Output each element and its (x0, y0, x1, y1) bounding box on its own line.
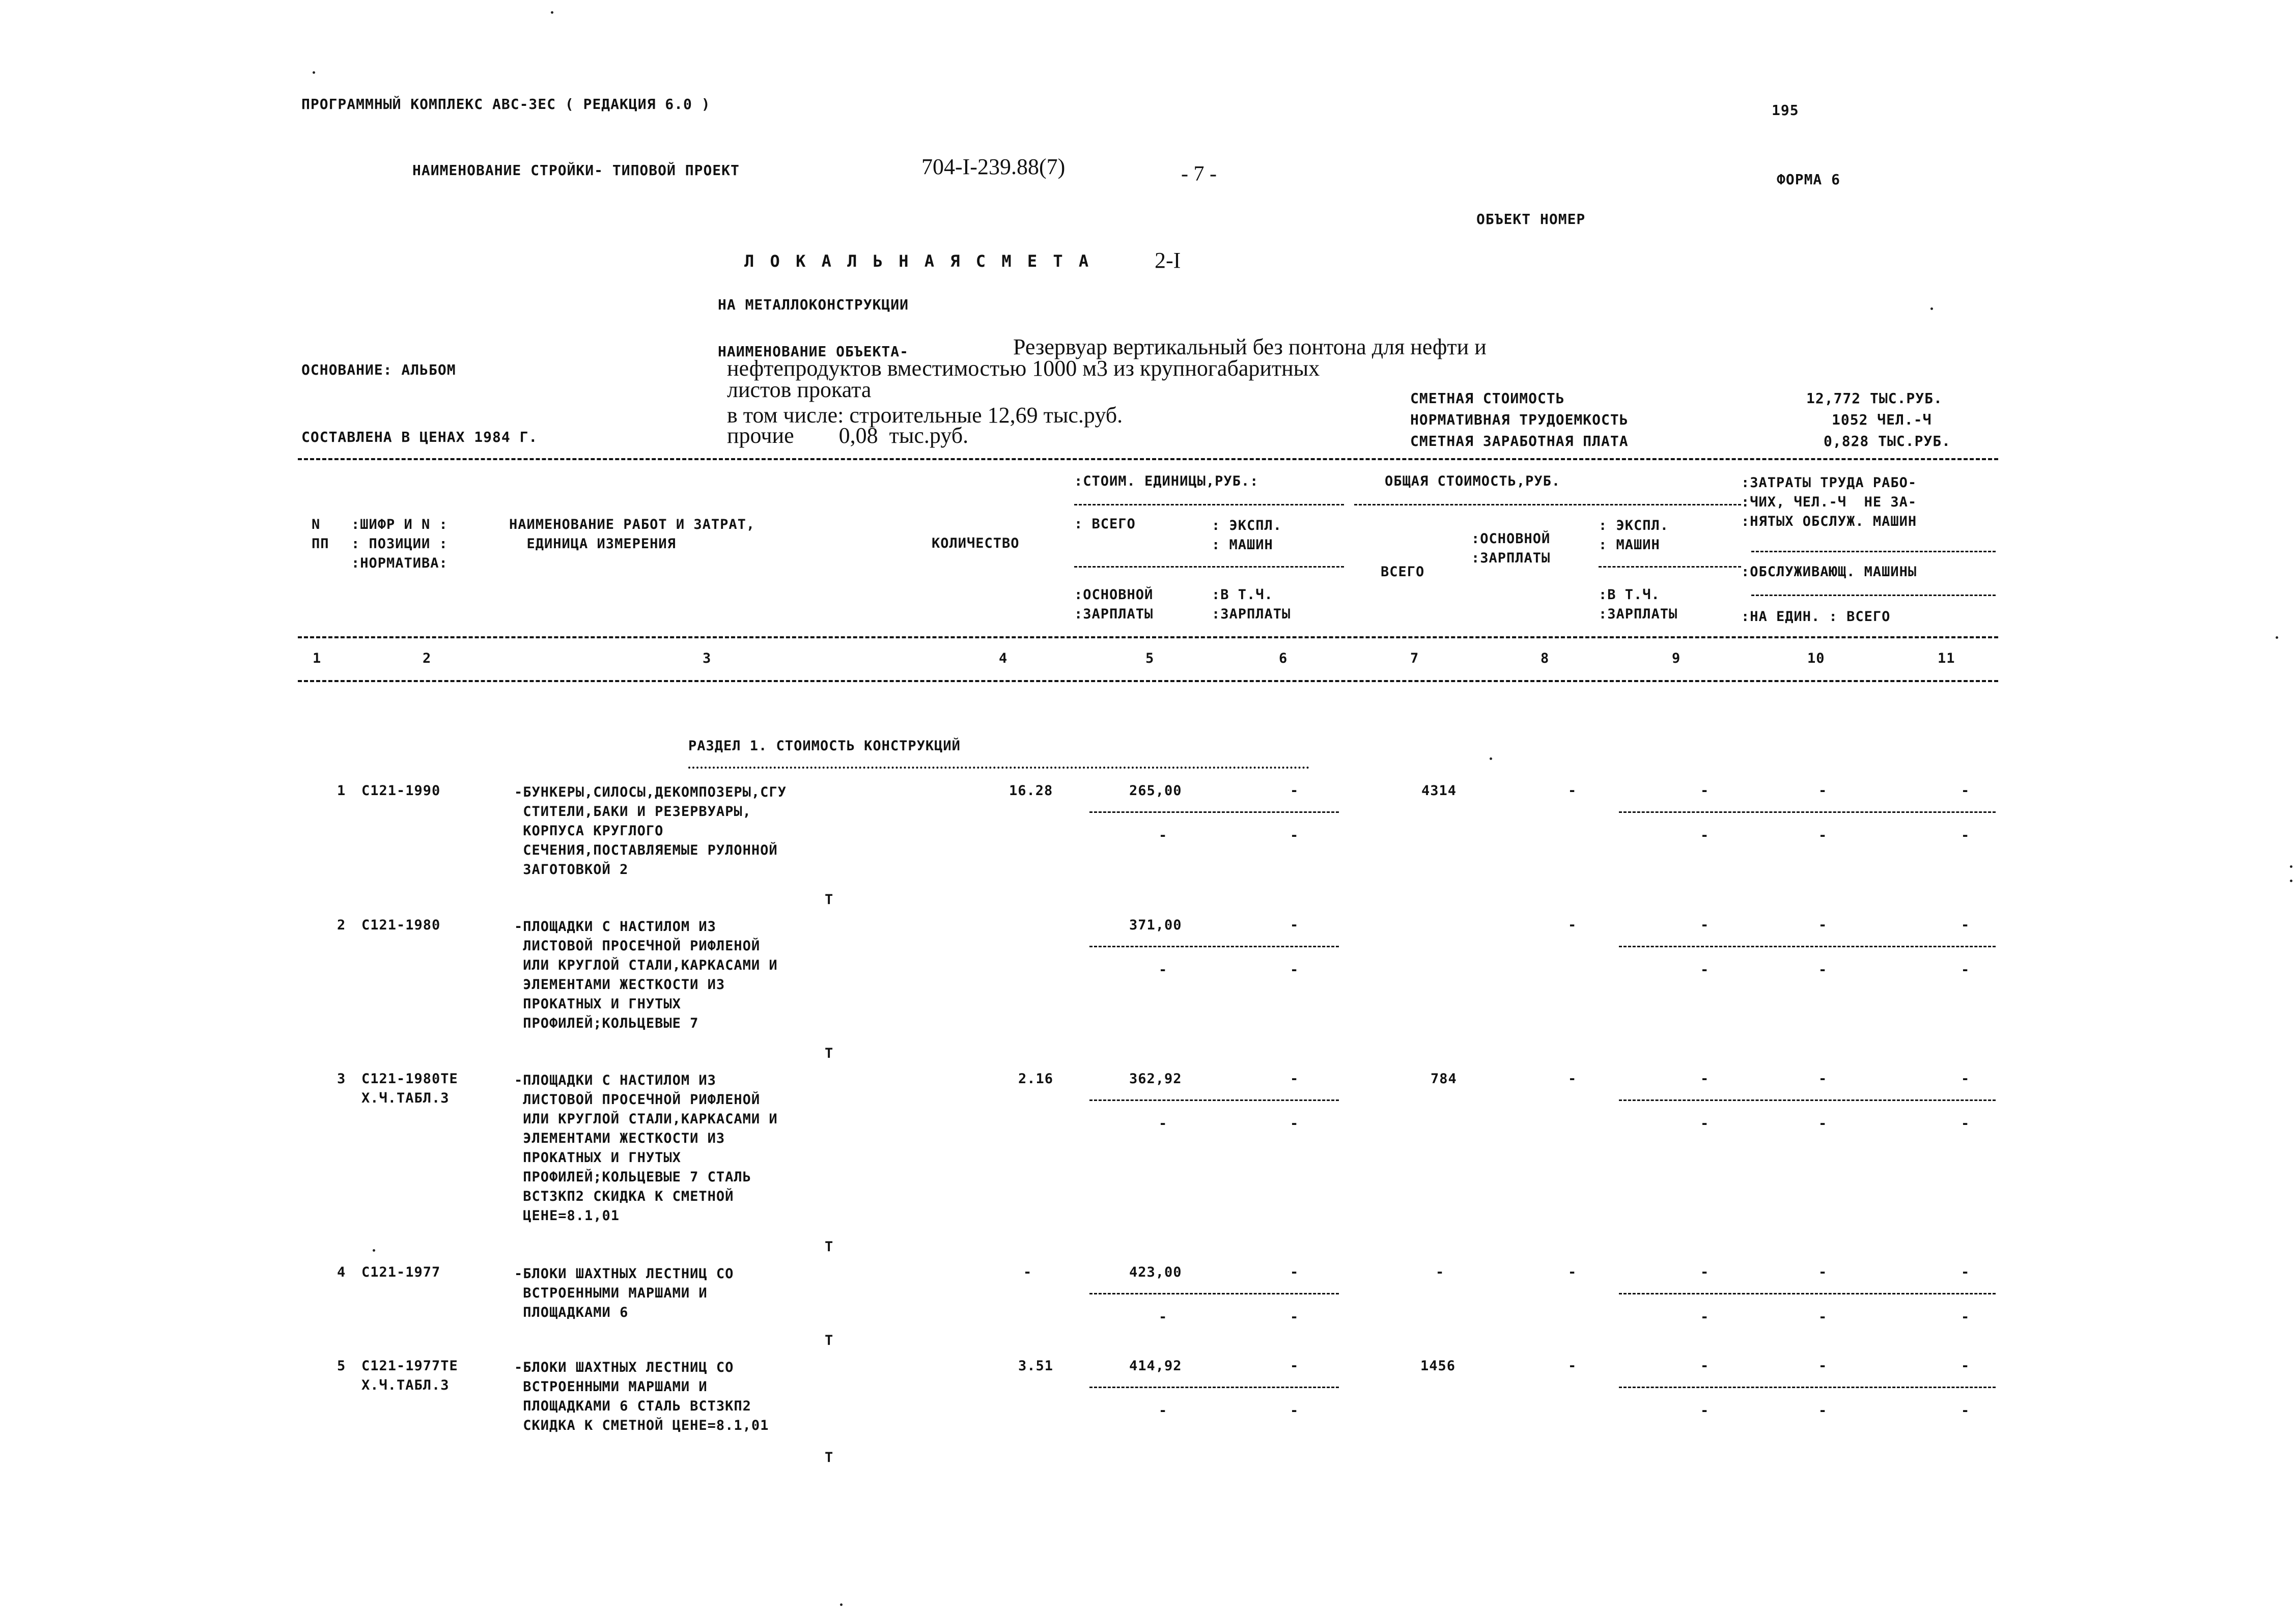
row-code-secondary: Х.Ч.ТАБЛ.3 (361, 1377, 450, 1393)
header-bottom-rule (298, 636, 1998, 638)
row-unit-cost: 265,00 (1129, 783, 1182, 799)
row-code: С121-1990 (361, 783, 441, 799)
col-header-unit-incl: :В Т.Ч. :ЗАРПЛАТЫ (1212, 587, 1291, 622)
row-number: 5 (337, 1358, 346, 1374)
row-divider (1089, 1293, 1339, 1294)
col-number-9: 9 (1672, 651, 1681, 666)
labor-divider (1751, 551, 1996, 552)
project-code: 704-I-239.88(7) (921, 154, 1066, 179)
row-code-secondary: Х.Ч.ТАБЛ.3 (361, 1090, 450, 1106)
col-header-labor-unit: :НА ЕДИН. : ВСЕГО (1741, 609, 1891, 625)
program-line: ПРОГРАММНЫЙ КОМПЛЕКС АВС-3ЕС ( РЕДАКЦИЯ 6.0 ) (301, 96, 711, 112)
document-number: 2-I (1155, 248, 1181, 273)
scan-speck (551, 11, 553, 14)
price-base: СОСТАВЛЕНА В ЦЕНАХ 1984 Г. (301, 429, 538, 445)
row-labor-sub-unit: - (1818, 1309, 1828, 1325)
summary-value-wage: 0,828 ТЫС.РУБ. (1824, 433, 1951, 449)
row-total-wage: - (1568, 1264, 1577, 1280)
row-incl-wage: - (1290, 1116, 1299, 1132)
row-wage: - (1159, 962, 1168, 978)
col-number-10: 10 (1807, 651, 1825, 666)
row-divider (1089, 946, 1339, 947)
row-labor-sub-total: - (1961, 1403, 1970, 1419)
row-total: 1456 (1420, 1358, 1456, 1374)
summary-label-labor: НОРМАТИВНАЯ ТРУДОЕМКОСТЬ (1410, 411, 1629, 428)
col-number-1: 1 (313, 651, 322, 666)
col-header-total-machines: : ЭКСПЛ. : МАШИН (1599, 518, 1669, 553)
document-title: Л О К А Л Ь Н А Я С М Е Т А (744, 251, 1092, 271)
row-quantity: 2.16 (1018, 1071, 1054, 1087)
total-machines-divider (1599, 566, 1741, 568)
scan-speck (2290, 880, 2292, 882)
row-unit-cost: 423,00 (1129, 1264, 1182, 1280)
row-description: -ПЛОЩАДКИ С НАСТИЛОМ ИЗ ЛИСТОВОЙ ПРОСЕЧНОЙ РИФЛЕНОЙ ИЛИ КРУГЛОЙ СТАЛИ,КАРКАСАМИ И ЭЛЕМЕНТАМИ ЖЕСТКОСТИ ИЗ ПРОКАТНЫХ И ГНУТЫХ ПРОФИЛЕЙ;КОЛЬЦЕВЫЕ 7 СТАЛЬ ВСТ3КП2 СКИДКА К СМЕТНОЙ ЦЕНЕ=8.1,01 (514, 1073, 778, 1224)
row-incl-wage: - (1290, 828, 1299, 843)
estimate-subject: НА МЕТАЛЛОКОНСТРУКЦИИ (718, 296, 909, 313)
row-total-wage: - (1568, 1358, 1577, 1374)
row-t-mark: Т (825, 1239, 834, 1255)
scan-speck (1930, 307, 1933, 310)
row-labor-sub-total: - (1961, 828, 1970, 843)
basis: ОСНОВАНИЕ: АЛЬБОМ (301, 361, 456, 378)
col-header-total-wage: :ОСНОВНОЙ :ЗАРПЛАТЫ (1471, 531, 1551, 566)
col-header-labor: :ЗАТРАТЫ ТРУДА РАБО- :ЧИХ, ЧЕЛ.-Ч НЕ ЗА- :НЯТЫХ ОБСЛУЖ. МАШИН (1741, 475, 1917, 529)
sheet-number: - 7 - (1181, 162, 1217, 186)
object-label: НАИМЕНОВАНИЕ ОБЪЕКТА- (718, 343, 909, 360)
row-incl-wage: - (1290, 1309, 1299, 1325)
row-description: -БЛОКИ ШАХТНЫХ ЛЕСТНИЦ СО ВСТРОЕННЫМИ МАРШАМИ И ПЛОЩАДКАМИ 6 (514, 1266, 734, 1320)
row-description: -БУНКЕРЫ,СИЛОСЫ,ДЕКОМПОЗЕРЫ,СГУ СТИТЕЛИ,БАКИ И РЕЗЕРВУАРЫ, КОРПУСА КРУГЛОГО СЕЧЕНИЯ,ПОСТАВЛЯЕМЫЕ РУЛОННОЙ ЗАГОТОВКОЙ 2 (514, 784, 787, 878)
total-cost-divider (1354, 504, 1741, 505)
col-number-5: 5 (1145, 651, 1155, 666)
row-labor-sub-unit: - (1818, 962, 1828, 978)
col-header-name: НАИМЕНОВАНИЕ РАБОТ И ЗАТРАТ, ЕДИНИЦА ИЗМЕРЕНИЯ (509, 517, 755, 552)
row-labor-sub-total: - (1961, 1116, 1970, 1132)
row-unit-machines: - (1290, 1264, 1299, 1280)
row-wage: - (1159, 828, 1168, 843)
numbers-bottom-rule (298, 680, 1998, 682)
col-header-total-cost: ОБЩАЯ СТОИМОСТЬ,РУБ. (1385, 473, 1561, 489)
object-name-line1: Резервуар вертикальный без понтона для нефти и (1013, 334, 1487, 359)
row-code: С121-1977ТЕ (361, 1358, 458, 1374)
scan-speck (313, 71, 315, 74)
row-labor-sub-unit: - (1818, 1403, 1828, 1419)
row-code: С121-1977 (361, 1264, 441, 1280)
table-top-rule (298, 458, 1998, 460)
unit-cost-subdivider (1074, 566, 1344, 568)
summary-value-labor: 1052 ЧЕЛ.-Ч (1832, 411, 1932, 428)
row-quantity: 16.28 (1009, 783, 1053, 799)
row-number: 2 (337, 917, 346, 933)
summary-value-cost: 12,772 ТЫС.РУБ. (1806, 390, 1943, 407)
summary-label-wage: СМЕТНАЯ ЗАРАБОТНАЯ ПЛАТА (1410, 433, 1629, 449)
object-name-line3: листов проката (727, 377, 872, 402)
section-title: РАЗДЕЛ 1. СТОИМОСТЬ КОНСТРУКЦИЙ (688, 738, 961, 754)
row-total: - (1436, 1264, 1445, 1280)
col-number-4: 4 (999, 651, 1008, 666)
row-t-mark: Т (825, 892, 834, 908)
row-description: -БЛОКИ ШАХТНЫХ ЛЕСТНИЦ СО ВСТРОЕННЫМИ МАРШАМИ И ПЛОЩАДКАМИ 6 СТАЛЬ ВСТ3КП2 СКИДКА К СМЕТНОЙ ЦЕНЕ=8.1,01 (514, 1360, 769, 1433)
col-header-number: N ПП (312, 517, 329, 552)
col-header-unit-wage: :ОСНОВНОЙ :ЗАРПЛАТЫ (1074, 587, 1154, 622)
row-wage: - (1159, 1309, 1168, 1325)
row-labor-unit: - (1818, 1264, 1828, 1280)
row-code: С121-1980ТЕ (361, 1071, 458, 1087)
row-number: 1 (337, 783, 346, 799)
row-unit-cost: 362,92 (1129, 1071, 1182, 1087)
col-header-labor-sub: :ОБСЛУЖИВАЮЩ. МАШИНЫ (1741, 564, 1917, 580)
row-wage: - (1159, 1403, 1168, 1419)
object-name-line2: нефтепродуктов вместимостью 1000 м3 из крупногабаритных (727, 356, 1320, 381)
row-divider (1619, 1099, 1996, 1101)
col-header-unit-cost: :СТОИМ. ЕДИНИЦЫ,РУБ.: (1074, 473, 1259, 489)
row-total-incl: - (1700, 1403, 1710, 1419)
labor-subdivider (1751, 595, 1996, 596)
col-number-8: 8 (1541, 651, 1550, 666)
col-number-2: 2 (423, 651, 432, 666)
scan-speck (2276, 636, 2278, 639)
row-labor-sub-unit: - (1818, 828, 1828, 843)
row-divider (1619, 1387, 1996, 1388)
row-labor-total: - (1961, 1264, 1970, 1280)
row-labor-total: - (1961, 917, 1970, 933)
row-t-mark: Т (825, 1450, 834, 1465)
row-number: 3 (337, 1071, 346, 1087)
row-code: С121-1980 (361, 917, 441, 933)
row-total-machines: - (1700, 1264, 1710, 1280)
row-t-mark: Т (825, 1333, 834, 1348)
row-total-machines: - (1700, 917, 1710, 933)
row-unit-machines: - (1290, 917, 1299, 933)
section-underline (688, 767, 1309, 769)
row-total-incl: - (1700, 962, 1710, 978)
page-number: 195 (1772, 102, 1799, 119)
row-labor-sub-unit: - (1818, 1116, 1828, 1132)
cost-breakdown-construction: в том числе: строительные 12,69 тыс.руб. (727, 403, 1123, 428)
row-number: 4 (337, 1264, 346, 1280)
row-description: -ПЛОЩАДКИ С НАСТИЛОМ ИЗ ЛИСТОВОЙ ПРОСЕЧНОЙ РИФЛЕНОЙ ИЛИ КРУГЛОЙ СТАЛИ,КАРКАСАМИ И ЭЛЕМЕНТАМИ ЖЕСТКОСТИ ИЗ ПРОКАТНЫХ И ГНУТЫХ ПРОФИЛЕЙ;КОЛЬЦЕВЫЕ 7 (514, 919, 778, 1031)
row-total-machines: - (1700, 1358, 1710, 1374)
row-divider (1619, 946, 1996, 947)
row-total-incl: - (1700, 828, 1710, 843)
col-header-total-all: ВСЕГО (1381, 564, 1425, 580)
object-number: ОБЪЕКТ НОМЕР (1476, 211, 1586, 228)
col-number-3: 3 (703, 651, 712, 666)
row-quantity: 3.51 (1018, 1358, 1054, 1374)
col-header-total-incl: :В Т.Ч. :ЗАРПЛАТЫ (1599, 587, 1678, 622)
row-divider (1619, 811, 1996, 813)
scan-speck (373, 1249, 375, 1252)
col-header-code: :ШИФР И N : : ПОЗИЦИИ : :НОРМАТИВА: (351, 517, 448, 571)
col-header-unit-machines: : ЭКСПЛ. : МАШИН (1212, 518, 1282, 553)
row-total: 4314 (1421, 783, 1457, 799)
row-divider (1089, 1099, 1339, 1101)
row-unit-cost: 371,00 (1129, 917, 1182, 933)
row-labor-total: - (1961, 783, 1970, 799)
row-divider (1089, 811, 1339, 813)
row-labor-sub-total: - (1961, 962, 1970, 978)
row-labor-total: - (1961, 1358, 1970, 1374)
row-quantity: - (1023, 1264, 1032, 1280)
construction-label: НАИМЕНОВАНИЕ СТРОЙКИ- ТИПОВОЙ ПРОЕКТ (412, 162, 740, 179)
row-incl-wage: - (1290, 962, 1299, 978)
row-labor-unit: - (1818, 1358, 1828, 1374)
scan-speck (2290, 865, 2292, 868)
row-labor-unit: - (1818, 783, 1828, 799)
row-total-wage: - (1568, 917, 1577, 933)
row-unit-machines: - (1290, 1358, 1299, 1374)
row-divider (1089, 1387, 1339, 1388)
col-number-7: 7 (1410, 651, 1419, 666)
col-number-11: 11 (1938, 651, 1955, 666)
row-labor-sub-total: - (1961, 1309, 1970, 1325)
row-unit-cost: 414,92 (1129, 1358, 1182, 1374)
form-number: ФОРМА 6 (1777, 171, 1841, 188)
col-header-quantity: КОЛИЧЕСТВО (932, 535, 1020, 551)
row-divider (1619, 1293, 1996, 1294)
row-labor-unit: - (1818, 1071, 1828, 1087)
scan-speck (1490, 757, 1492, 760)
summary-label-cost: СМЕТНАЯ СТОИМОСТЬ (1410, 390, 1565, 407)
row-total-incl: - (1700, 1116, 1710, 1132)
cost-breakdown-other: прочие 0,08 тыс.руб. (727, 423, 969, 448)
row-incl-wage: - (1290, 1403, 1299, 1419)
row-unit-machines: - (1290, 783, 1299, 799)
row-labor-total: - (1961, 1071, 1970, 1087)
row-total: 784 (1431, 1071, 1457, 1087)
row-total-wage: - (1568, 1071, 1577, 1087)
row-total-incl: - (1700, 1309, 1710, 1325)
row-total-machines: - (1700, 783, 1710, 799)
row-unit-machines: - (1290, 1071, 1299, 1087)
row-wage: - (1159, 1116, 1168, 1132)
row-t-mark: Т (825, 1046, 834, 1061)
scan-speck (840, 1603, 843, 1606)
unit-cost-divider (1074, 504, 1344, 505)
row-total-machines: - (1700, 1071, 1710, 1087)
row-total-wage: - (1568, 783, 1577, 799)
col-header-unit-total: : ВСЕГО (1074, 516, 1136, 532)
row-labor-unit: - (1818, 917, 1828, 933)
col-number-6: 6 (1279, 651, 1288, 666)
